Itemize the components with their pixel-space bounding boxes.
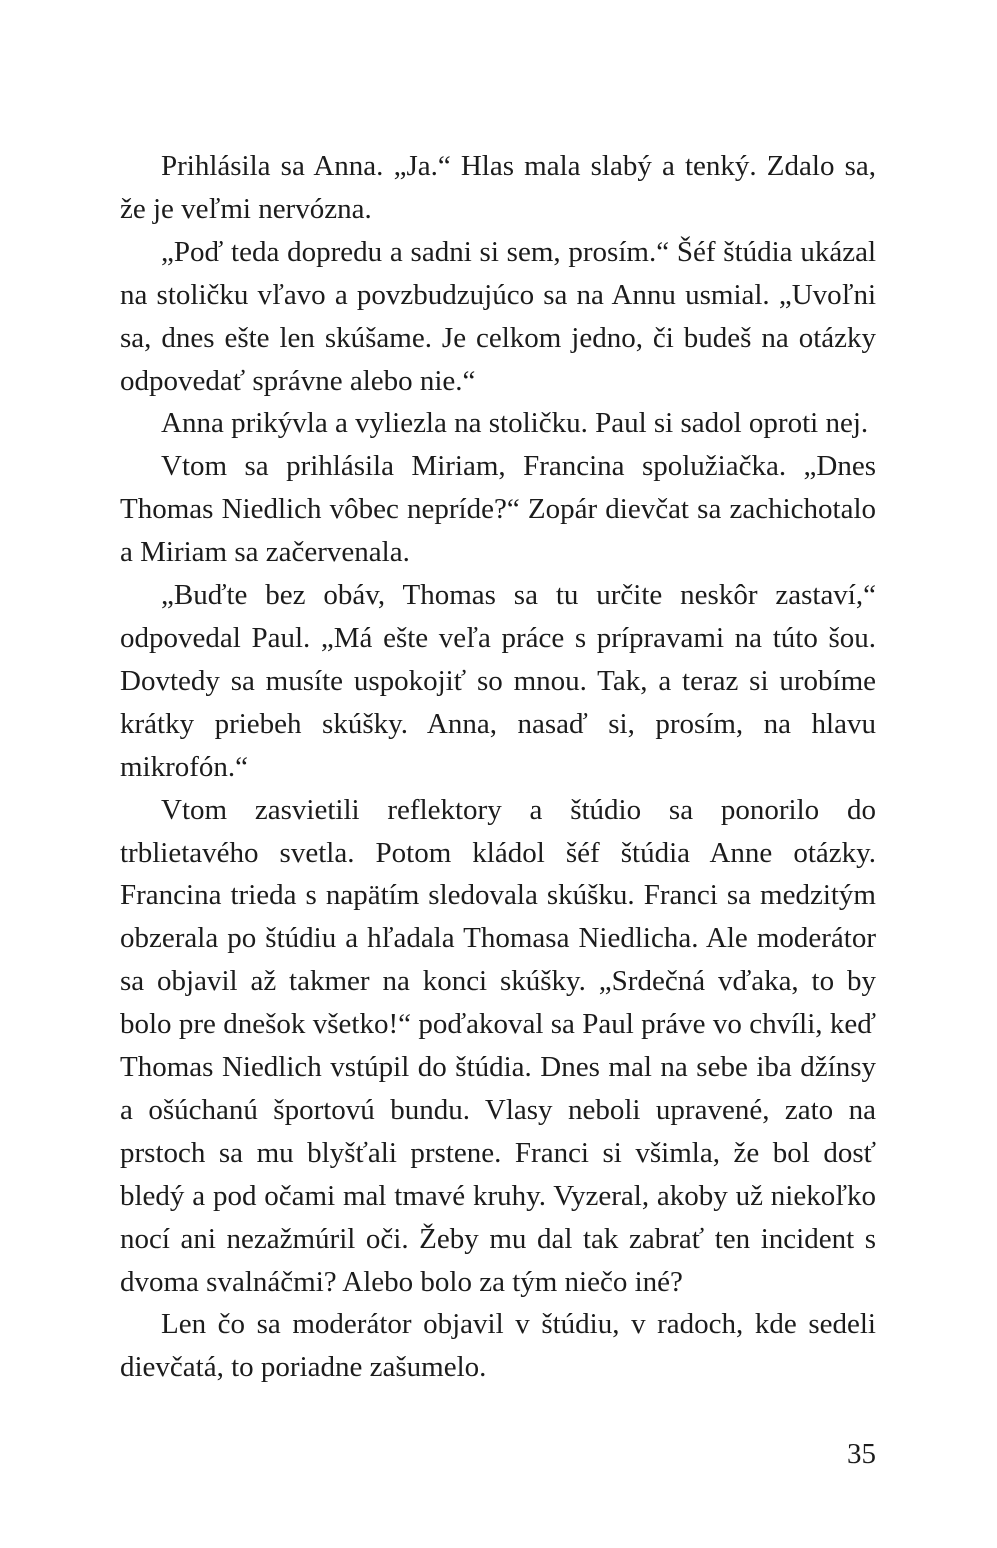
paragraph-1: Prihlásila sa Anna. „Ja.“ Hlas mala slabý a tenký. Zdalo sa, že je veľmi nervózna. [120,150,876,225]
body-text [120,145,876,1389]
paragraph-3: Anna prikývla a vyliezla na stoličku. Paul si sadol oproti nej. [161,407,869,440]
page-number: 35 [847,1438,876,1470]
paragraph-6: Vtom zasvietili reflektory a štúdio sa ponorilo do trblietavého svetla. Potom kládol šéf štúdia Anne otázky. Francina trieda s napätím sledovala skúšku. Franci sa medzitým obzerala po štúdiu a hľadala Thomasa Niedlicha. Ale moderátor sa objavil až takmer na konci skúšky. „Srdečná vďaka, to by bolo pre dnešok všetko!“ poďakoval sa Paul práve vo chvíli, keď Thomas Niedlich vstúpil do štúdia. Dnes mal na sebe iba džínsy a ošúchanú športovú bundu. Vlasy neboli upravené, zato na prstoch sa mu blyšťali prstene. Franci si všimla, že bol dosť bledý a pod očami mal tmavé kruhy. Vyzeral, akoby už niekoľko nocí ani nezažmúril oči. Žeby mu dal tak zabrať ten incident s dvoma svalnáčmi? Alebo bolo za tým niečo iné? [120,793,876,1298]
paragraph-5: „Buďte bez obáv, Thomas sa tu určite neskôr zastaví,“ odpovedal Paul. „Má ešte veľa práce s prípravami na túto šou. Dovtedy sa musíte uspokojiť so mnou. Tak, a teraz si urobíme krátky priebeh skúšky. Anna, nasaď si, prosím, na hlavu mikrofón.“ [120,579,876,783]
paragraph-7: Len čo sa moderátor objavil v štúdiu, v radoch, kde sedeli dievčatá, to poriadne zašumelo. [120,1308,876,1384]
paragraph-4: Vtom sa prihlásila Miriam, Francina spolužiačka. „Dnes Thomas Niedlich vôbec nepríde?“ Zopár dievčat sa zachichotalo a Miriam sa začervenala. [120,450,876,569]
paragraph-2: „Poď teda dopredu a sadni si sem, prosím.“ Šéf štúdia ukázal na stoličku vľavo a povzbudzujúco sa na Annu usmial. „Uvoľni sa, dnes ešte len skúšame. Je celkom jedno, či budeš na otázky odpovedať správne alebo nie.“ [120,235,876,397]
